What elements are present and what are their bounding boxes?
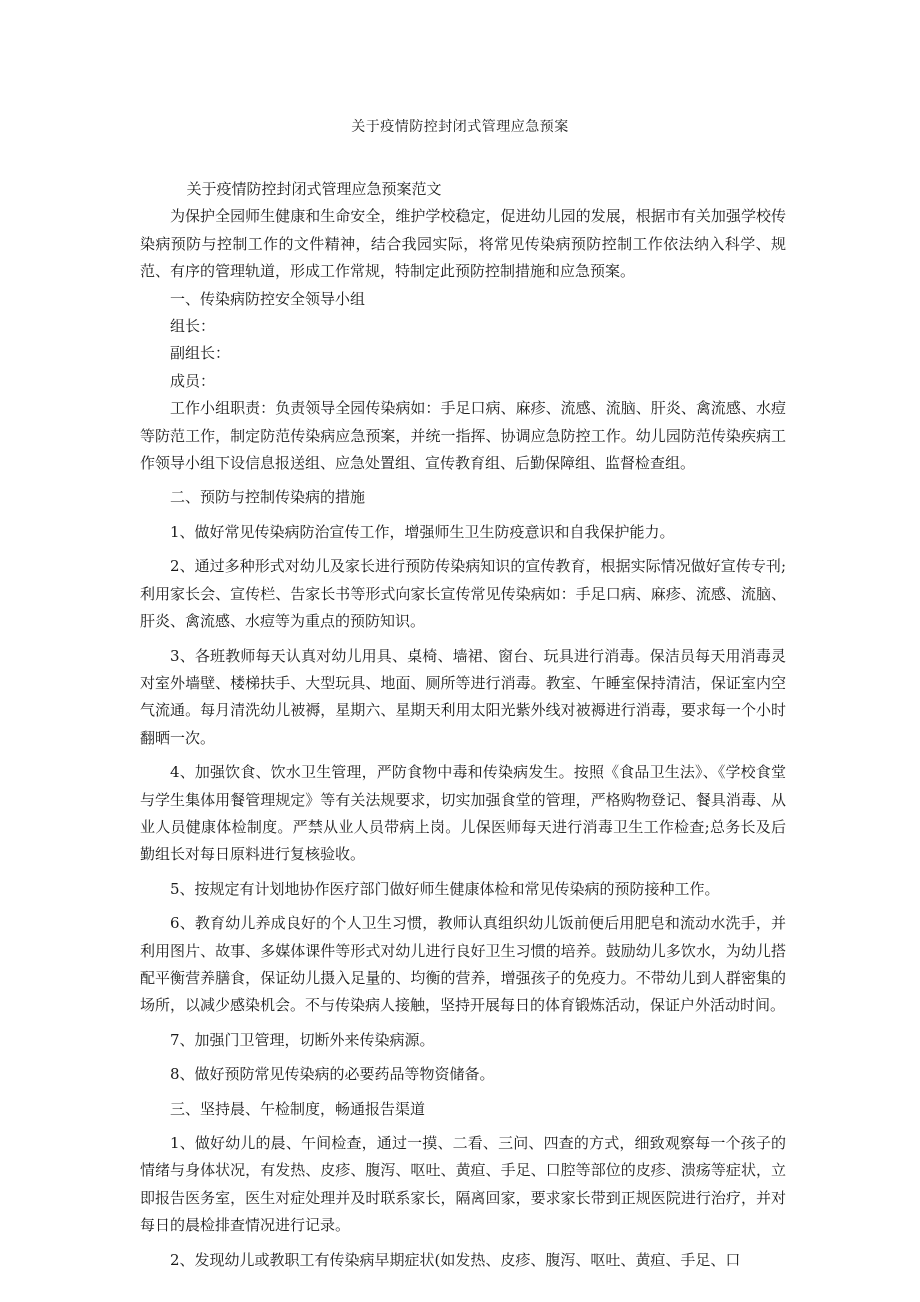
paragraph-deputy-leader: 副组长： [170,344,231,363]
paragraph-duties: 工作小组职责：负责领导全园传染病如：手足口病、麻疹、流感、流脑、肝炎、禽流感、水痘等防范工作，制定防范传染病应急预案，并统一指挥、协调应急防控工作。幼儿园防范传染疾病工作领导小组下设信息报送组、应急处置组、宣传教育组、后勤保障组、监督检查组。 [140,399,786,473]
paragraph-measure-6: 6、教育幼儿养成良好的个人卫生习惯，教师认真组织幼儿饭前便后用肥皂和流动水洗手，并利用图片、故事、多媒体课件等形式对幼儿进行良好卫生习惯的培养。鼓励幼儿多饮水，为幼儿搭配平衡营养膳食，保证幼儿摄入足量的、均衡的营养，增强孩子的免疫力。不带幼儿到人群密集的场所，以减少感染机会。不与传染病人接触，坚持开展每日的体育锻炼活动，保证户外活动时间。 [140,914,786,1015]
section-heading-2: 二、预防与控制传染病的措施 [170,488,366,507]
paragraph-leader: 组长： [170,317,216,336]
document-title: 关于疫情防控封闭式管理应急预案 [351,119,569,135]
document-subtitle: 关于疫情防控封闭式管理应急预案范文 [186,180,442,198]
paragraph-check-1: 1、做好幼儿的晨、午间检查，通过一摸、二看、三问、四查的方式，细致观察每一个孩子的情绪与身体状况，有发热、皮疹、腹泻、呕吐、黄疸、手足、口腔等部位的皮疹、溃疡等症状，立即报告医务室，医生对症处理并及时联系家长，隔离回家，要求家长带到正规医院进行治疗，并对每日的晨检排查情况进行记录。 [140,1134,786,1235]
paragraph-measure-1: 1、做好常见传染病防治宣传工作，增强师生卫生防疫意识和自我保护能力。 [170,522,675,541]
section-heading-1: 一、传染病防控安全领导小组 [170,289,366,308]
paragraph-measure-4: 4、加强饮食、饮水卫生管理，严防食物中毒和传染病发生。按照《食品卫生法》、《学校食堂与学生集体用餐管理规定》等有关法规要求，切实加强食堂的管理，严格购物登记、餐具消毒、从业人员健康体检制度。严禁从业人员带病上岗。儿保医师每天进行消毒卫生工作检查;总务长及后勤组长对每日原料进行复核验收。 [140,763,786,864]
paragraph-measure-5: 5、按规定有计划地协作医疗部门做好师生健康体检和常见传染病的预防接种工作。 [170,879,720,898]
paragraph-measure-8: 8、做好预防常见传染病的必要药品等物资储备。 [170,1065,495,1084]
section-heading-3: 三、坚持晨、午检制度，畅通报告渠道 [170,1099,426,1118]
paragraph-check-2: 2、发现幼儿或教职工有传染病早期症状(如发热、皮疹、腹泻、呕吐、黄疸、手足、口 [170,1250,741,1269]
paragraph-members: 成员： [170,371,216,390]
paragraph-intro: 为保护全园师生健康和生命安全，维护学校稳定，促进幼儿园的发展，根据市有关加强学校传染病预防与控制工作的文件精神，结合我园实际，将常见传染病预防控制工作依法纳入科学、规范、有序的管理轨道，形成工作常规，特制定此预防控制措施和应急预案。 [140,207,786,281]
paragraph-measure-3: 3、各班教师每天认真对幼儿用具、桌椅、墙裙、窗台、玩具进行消毒。保洁员每天用消毒灵对室外墙壁、楼梯扶手、大型玩具、地面、厕所等进行消毒。教室、午睡室保持清洁，保证室内空气流通。每月清洗幼儿被褥，星期六、星期天利用太阳光紫外线对被褥进行消毒，要求每一个小时翻晒一次。 [140,646,786,747]
document-body [140,176,786,1274]
paragraph-measure-2: 2、通过多种形式对幼儿及家长进行预防传染病知识的宣传教育，根据实际情况做好宣传专刊;利用家长会、宣传栏、告家长书等形式向家长宣传常见传染病如：手足口病、麻疹、流感、流脑、肝炎、禽流感、水痘等为重点的预防知识。 [140,557,786,631]
paragraph-measure-7: 7、加强门卫管理，切断外来传染病源。 [170,1030,435,1049]
